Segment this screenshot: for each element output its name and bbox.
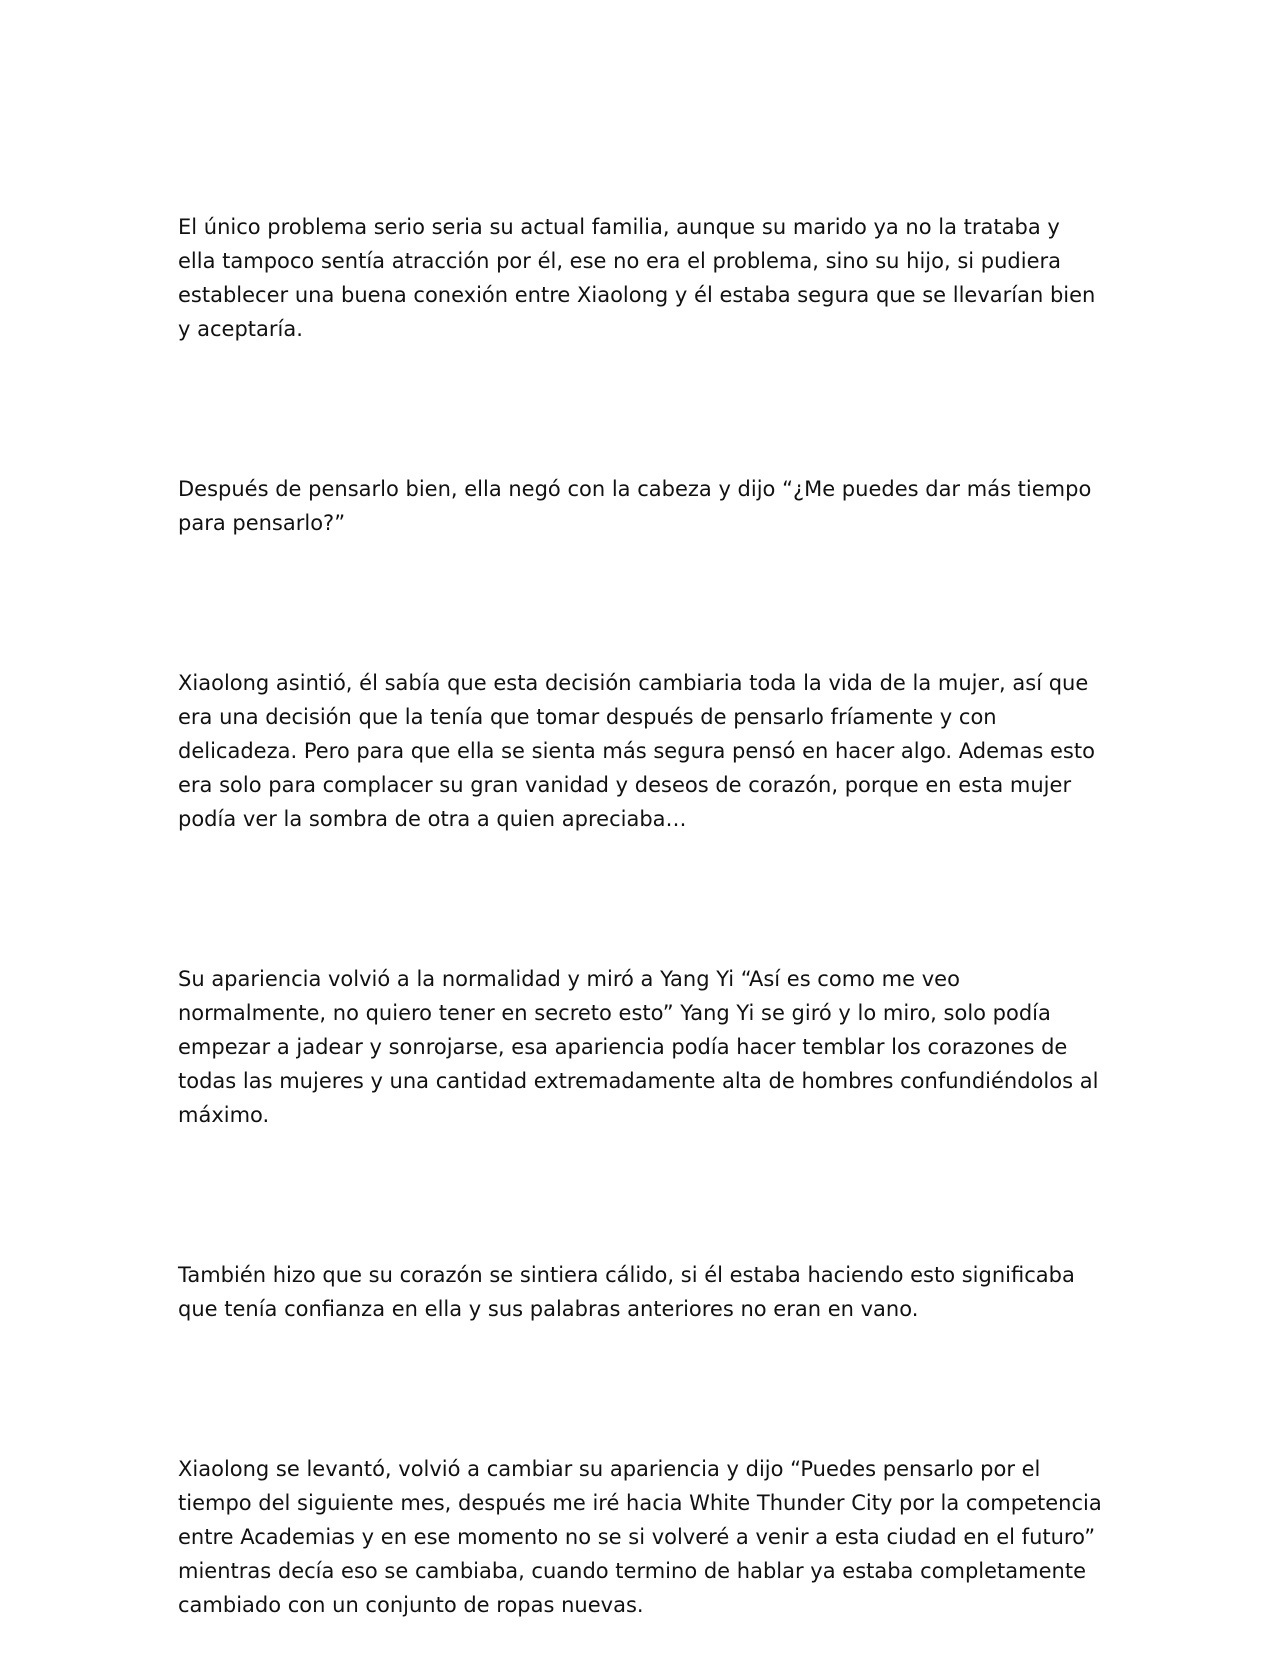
paragraph-5: También hizo que su corazón se sintiera cálido, si él estaba haciendo esto significaba que tenía confianza en ella y sus palabras anteriores no eran en vano. <box>178 1263 1075 1321</box>
paragraph-2: Después de pensarlo bien, ella negó con la cabeza y dijo “¿Me puedes dar más tiempo para pensarlo?” <box>178 477 1092 535</box>
paragraph-4: Su apariencia volvió a la normalidad y miró a Yang Yi “Así es como me veo normalmente, no quiero tener en secreto esto” Yang Yi se giró y lo miro, solo podía empezar a jadear y sonrojarse, esa apariencia podía hacer temblar los corazones de todas las mujeres y una cantidad extremadamente alta de hombres confundiéndolos al máximo. <box>178 967 1099 1127</box>
document-body <box>178 210 1103 1622</box>
paragraph-6: Xiaolong se levantó, volvió a cambiar su apariencia y dijo “Puedes pensarlo por el tiempo del siguiente mes, después me iré hacia White Thunder City por la competencia entre Academias y en ese momento no se si volveré a venir a esta ciudad en el futuro” mientras decía eso se cambiaba, cuando termino de hablar ya estaba completamente cambiado con un conjunto de ropas nuevas. <box>178 1457 1102 1617</box>
paragraph-3: Xiaolong asintió, él sabía que esta decisión cambiaria toda la vida de la mujer, así que era una decisión que la tenía que tomar después de pensarlo fríamente y con delicadeza. Pero para que ella se sienta más segura pensó en hacer algo. Ademas esto era solo para complacer su gran vanidad y deseos de corazón, porque en esta mujer podía ver la sombra de otra a quien apreciaba… <box>178 671 1095 831</box>
paragraph-1: El único problema serio seria su actual familia, aunque su marido ya no la trataba y ella tampoco sentía atracción por él, ese no era el problema, sino su hijo, si pudiera establecer una buena conexión entre Xiaolong y él estaba segura que se llevarían bien y aceptaría. <box>178 215 1096 341</box>
